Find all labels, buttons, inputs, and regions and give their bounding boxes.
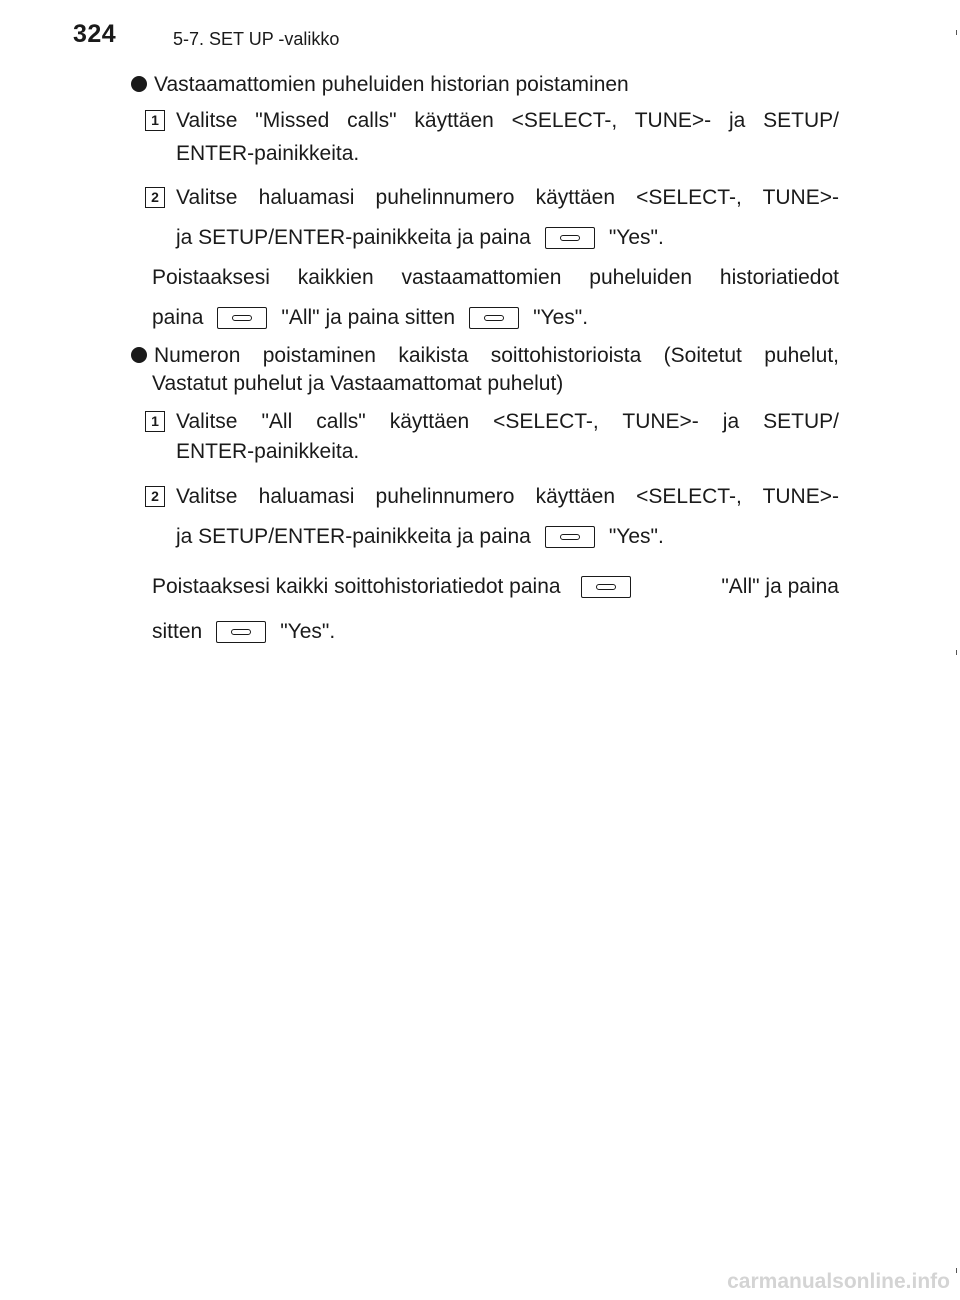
step-text-line: Valitse "Missed calls" käyttäen <SELECT-, TUNE>- ja SETUP/ [176,109,839,132]
step-text-line [176,221,664,254]
note-text: sitten [152,620,203,643]
note-text: "Yes". [280,620,336,643]
bullet-icon [131,347,147,363]
enter-button-icon [545,227,595,249]
note-text: Poistaaksesi kaikki soittohistoriatiedot paina [152,575,561,598]
note-text: "Yes". [533,306,589,329]
note-text-line [152,570,839,603]
crop-mark-middle [956,650,957,655]
note-text: "All" ja paina sitten [281,306,456,329]
step-number-badge: 2 [145,187,165,208]
page-number: 324 [73,20,117,48]
watermark: carmanualsonline.info [727,1270,950,1293]
note-text-line [152,615,335,648]
step-text: ja SETUP/ENTER-painikkeita ja paina [176,226,531,249]
step-text: ja SETUP/ENTER-painikkeita ja paina [176,525,531,548]
step-text-line: ENTER-painikkeita. [176,440,360,463]
bullet-icon [131,76,147,92]
section-heading: Numeron poistaminen kaikista soittohistorioista (Soitetut puhelut, [154,344,839,367]
section-title: 5-7. SET UP -valikko [173,29,340,49]
step-text: "Yes". [608,226,664,249]
enter-button-icon [469,307,519,329]
step-text-line: ENTER-painikkeita. [176,142,360,165]
section-heading: Vastatut puhelut ja Vastaamattomat puhelut) [152,372,564,395]
step-text-line: Valitse "All calls" käyttäen <SELECT-, TUNE>- ja SETUP/ [176,410,839,433]
step-number-badge: 1 [145,411,165,432]
enter-button-icon [545,526,595,548]
step-text-line: Valitse haluamasi puhelinnumero käyttäen <SELECT-, TUNE>- [176,485,839,508]
note-text: paina [152,306,204,329]
enter-button-icon [581,576,631,598]
section-heading: Vastaamattomien puheluiden historian poistaminen [154,73,629,96]
note-text-line: Poistaaksesi kaikkien vastaamattomien puheluiden historiatiedot [152,266,839,289]
crop-mark-bottom [956,1268,957,1273]
step-number-badge: 1 [145,110,165,131]
enter-button-icon [216,621,266,643]
note-text-line [152,301,588,334]
step-text-line [176,520,664,553]
note-text: "All" ja paina [721,575,839,598]
enter-button-icon [217,307,267,329]
crop-mark-top [956,30,957,35]
step-text: "Yes". [608,525,664,548]
step-text-line: Valitse haluamasi puhelinnumero käyttäen <SELECT-, TUNE>- [176,186,839,209]
step-number-badge: 2 [145,486,165,507]
